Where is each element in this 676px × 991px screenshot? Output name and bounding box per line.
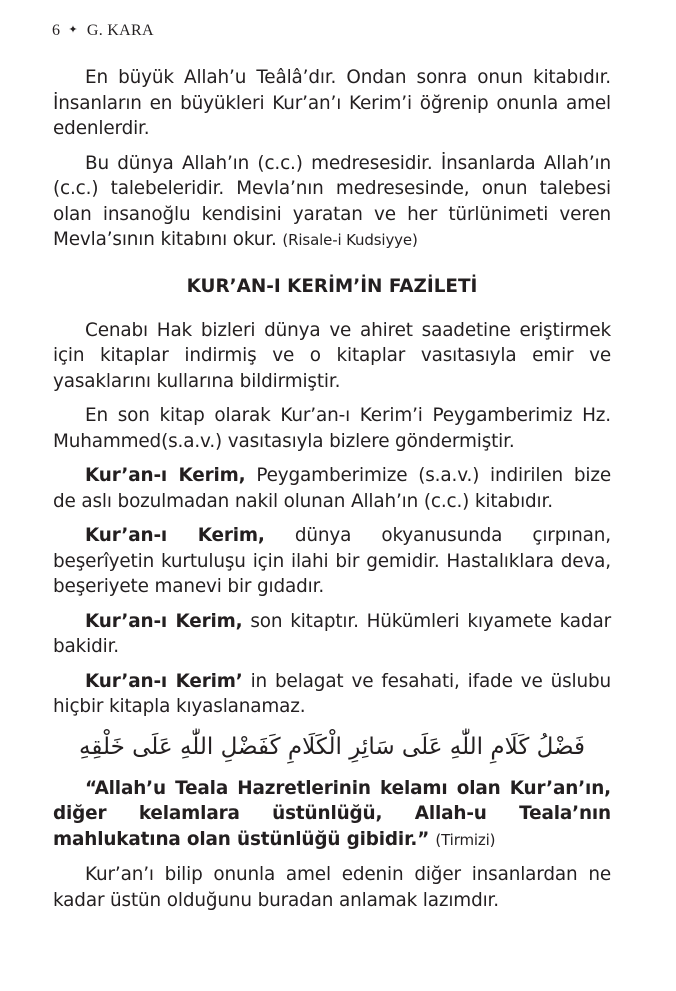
section-heading: KUR’AN-I KERİM’İN FAZİLETİ — [186, 275, 478, 297]
hadith-translation — [53, 776, 611, 854]
virtue-item-1-text: Peygamberimize (s.a.v.) indirilen bize de aslı bozulmadan nakil olunan Allah’ın (c.c.) kitabıdır. — [53, 465, 611, 512]
hadith-translation-text: “Allah’u Teala Hazretlerinin kelamı olan Kur’an’ın, diğer kelamlara üstünlüğü, Allah-u Teala’nın mahlukatına olan üstünlüğü gibidir.” — [53, 777, 611, 850]
header-separator: ✦ — [68, 24, 78, 36]
virtue-item-2-lead: Kur’an-ı Kerim, — [85, 525, 265, 546]
author-name: G. KARA — [86, 22, 154, 39]
paragraph-2 — [53, 151, 611, 254]
virtue-item-2 — [53, 523, 611, 600]
paragraph-3: Cenabı Hak bizleri dünya ve ahiret saadetine eriştirmek için kitaplar indirmiş ve o kitaplar vasıtasıyla emir ve yasaklarını kullarına bildirmiştir. — [53, 319, 611, 392]
virtue-item-2-text: dünya okyanusunda çırpınan, beşerîyetin kurtuluşu için ilahi bir gemidir. Hastalıklara deva, beşeriyete manevi bir gıdadır. — [53, 525, 612, 597]
paragraph-1: En büyük Allah’u Teâlâ’dır. Ondan sonra onun kitabıdır. İnsanların en büyükleri Kur’an’ı Kerim’i öğrenip onunla amel edenlerdir. — [53, 67, 611, 139]
virtue-item-3-lead: Kur’an-ı Kerim, — [85, 610, 243, 632]
paragraph-2-source: (Risale-i Kudsiyye) — [282, 231, 418, 249]
hadith-source: (Tirmizi) — [435, 830, 496, 849]
running-header — [52, 22, 154, 40]
page-body — [53, 65, 611, 922]
closing-paragraph: Kur’an’ı bilip onunla amel edenin diğer insanlardan ne kadar üstün olduğunu buradan anlamak lazımdır. — [53, 864, 611, 911]
virtue-item-3-text: son kitaptır. Hükümleri kıyamete kadar bakidir. — [53, 610, 611, 657]
paragraph-4: En son kitap olarak Kur’an-ı Kerim’i Peygamberimiz Hz. Muhammed(s.a.v.) vasıtasıyla bizlere göndermiştir. — [53, 405, 611, 452]
virtue-item-4-text: in belagat ve fesahati, ifade ve üslubu hiçbir kitapla kıyaslanamaz. — [53, 670, 611, 717]
virtue-item-1 — [53, 463, 611, 514]
virtue-item-4 — [53, 669, 611, 720]
virtue-item-4-lead: Kur’an-ı Kerim’ — [85, 670, 243, 692]
page-number: 6 — [52, 22, 61, 39]
arabic-hadith: فَضْلُ كَلَامِ اللّٰهِ عَلَى سَائِرِ الْكَلَامِ كَفَضْلِ اللّٰهِ عَلَى خَلْقِهِ — [79, 733, 585, 760]
virtue-item-1-lead: Kur’an-ı Kerim, — [85, 465, 246, 486]
virtue-item-3 — [53, 609, 611, 660]
paragraph-2-text: Bu dünya Allah’ın (c.c.) medresesidir. İnsanlarda Allah’ın (c.c.) talebeleridir. Mevla’nın medresesinde, onun talebesi olan insanoğlu kendisini yaratan ve her türlünimeti veren Mevla’sının kitabını okur. — [53, 152, 611, 250]
